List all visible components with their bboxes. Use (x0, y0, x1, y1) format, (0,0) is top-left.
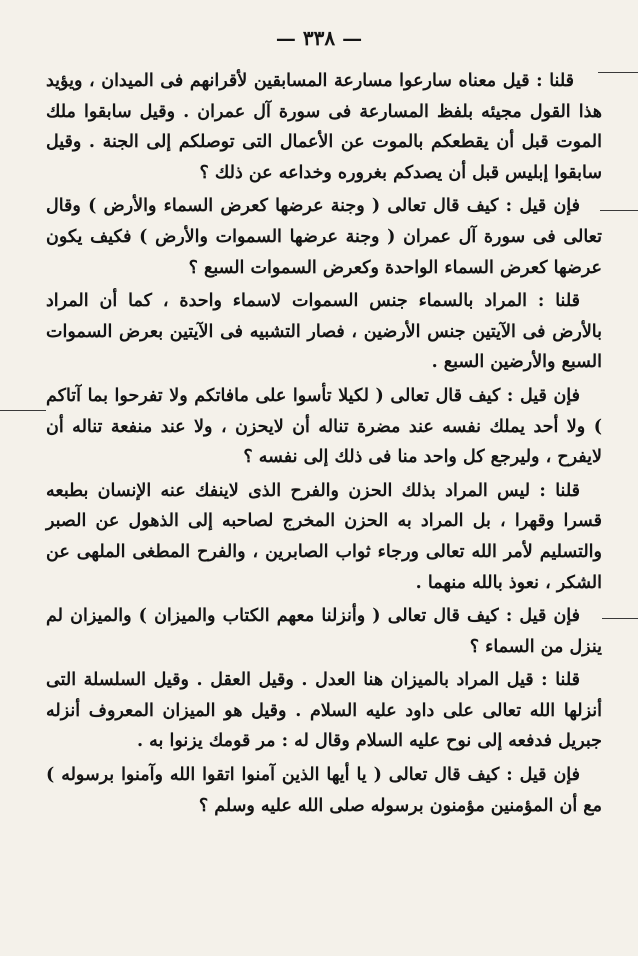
paragraph-answer: قلنا : قيل معناه سارعوا مسارعة المسابقين لأقرانهم فى الميدان ، ويؤيد هذا القول مجيئه بلفظ المسارعة فى سورة آل عمران . وقيل سابقوا ملك الموت قبل أن يقطعكم بالموت عن الأعمال التى توصلكم إلى الجنة . وقيل سابقوا إبليس قبل أن يصدكم بغروره وخداعه عن ذلك ؟ (46, 71, 602, 183)
right-edge-mark (598, 72, 638, 73)
paragraph-question: فإن قيل : كيف قال تعالى ( لكيلا تأسوا على مافاتكم ولا تفرحوا بما آتاكم ) ولا أحد يملك نفسه عند مضرة تناله أن لايحزن ، ولا عند منفعة تناله أن لايفرح ، وليرجع كل واحد منا فى ذلك إلى نفسه ؟ (46, 385, 602, 468)
paragraph-question: فإن قيل : كيف قال تعالى ( وجنة عرضها كعرض السماء والأرض ) وقال تعالى فى سورة آل عمران ( وجنة عرضها السموات والأرض ) فكيف يكون عرضها كعرض السماء الواحدة وكعرض السموات السبع ؟ (46, 196, 602, 278)
paragraph-answer: قلنا : المراد بالسماء جنس السموات لاسماء واحدة ، كما أن المراد بالأرض فى الآيتين جنس الأرضين ، فصار التشبيه فى الآيتين بعرض السموات السبع والأرضين السبع . (46, 291, 602, 373)
paragraph-question: فإن قيل : كيف قال تعالى ( يا أيها الذين آمنوا اتقوا الله وآمنوا برسوله ) مع أن المؤمنين مؤمنون برسوله صلى الله عليه وسلم ؟ (46, 765, 602, 816)
page-number: — ٣٣٨ — (275, 26, 363, 50)
paragraph-question: فإن قيل : كيف قال تعالى ( وأنزلنا معهم الكتاب والميزان ) والميزان لم ينزل من السماء ؟ (46, 606, 602, 657)
right-edge-mark (602, 618, 638, 619)
paragraph-answer: قلنا : قيل المراد بالميزان هنا العدل . وقيل العقل . وقيل السلسلة التى أنزلها الله تعالى على داود عليه السلام . وقيل هو الميزان المعروف أنزله جبريل فدفعه إلى نوح عليه السلام وقال له : مر قومك يزنوا به . (46, 670, 602, 752)
paragraph-answer: قلنا : ليس المراد بذلك الحزن والفرح الذى لاينفك عنه الإنسان بطبعه قسرا وقهرا ، بل المراد به الحزن المخرج لصاحبه إلى الذهول عن الصبر والتسليم لأمر الله تعالى ورجاء ثواب الصابرين ، والفرح المطغى الملهى عن الشكر ، نعوذ بالله منهما . (46, 480, 602, 593)
left-edge-mark (0, 410, 46, 411)
right-edge-mark (600, 210, 638, 211)
body-text (46, 66, 602, 824)
